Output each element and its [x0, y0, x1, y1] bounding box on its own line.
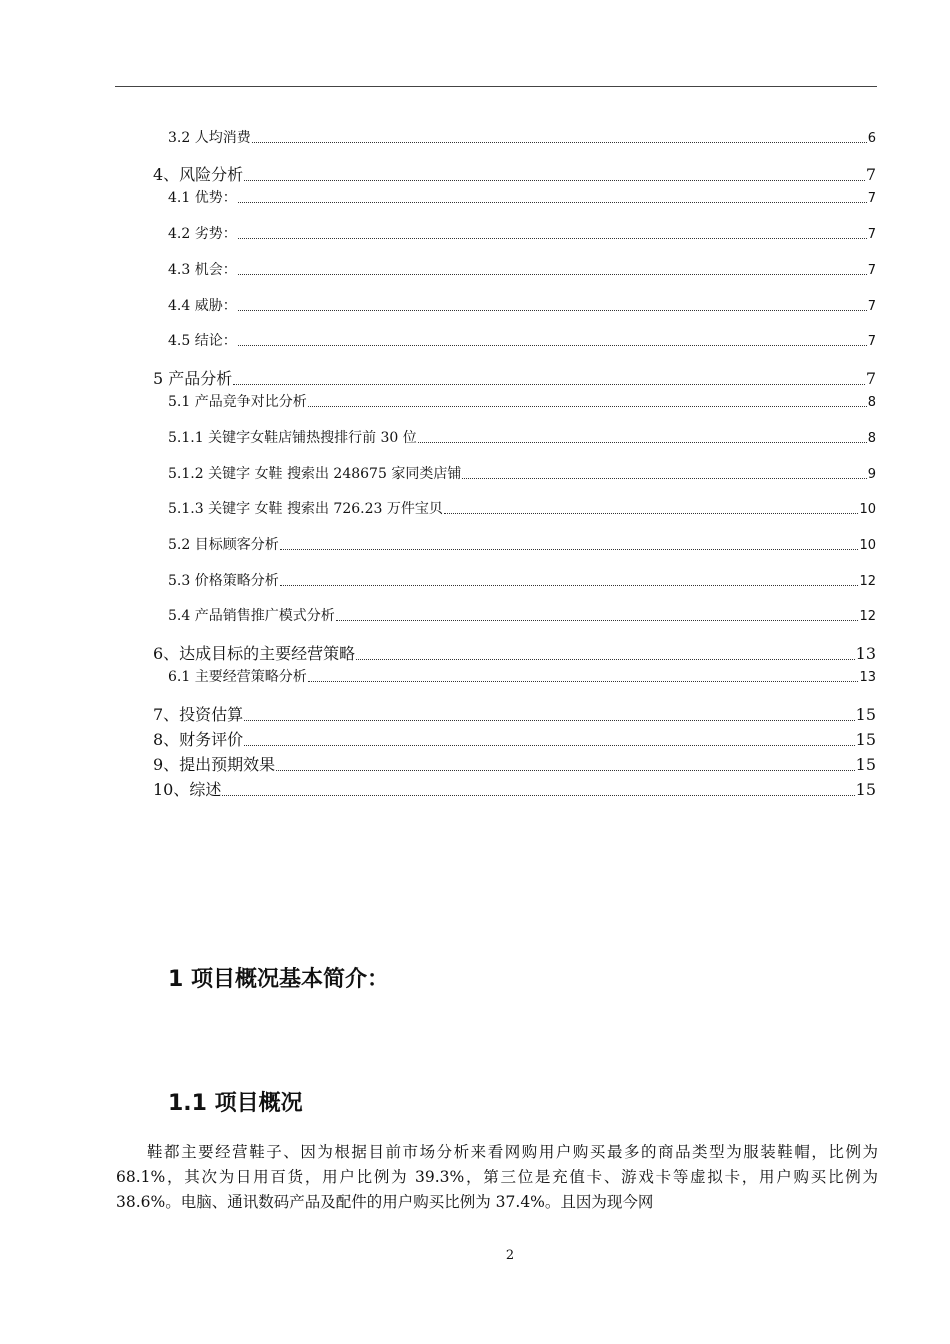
toc-entry[interactable] — [168, 330, 876, 350]
toc-leader — [238, 345, 867, 346]
toc-page: 15 — [855, 730, 876, 749]
toc-entry[interactable] — [168, 570, 876, 590]
toc-leader — [222, 795, 854, 796]
toc-leader — [356, 659, 854, 660]
toc-page: 7 — [867, 227, 876, 242]
toc-entry[interactable] — [168, 295, 876, 315]
toc-label: 5.1.1 关键字女鞋店铺热搜排行前 30 位 — [168, 430, 417, 446]
toc-page: 12 — [859, 574, 876, 589]
toc-entry[interactable] — [168, 605, 876, 625]
toc-leader — [276, 770, 854, 771]
toc-label: 4.3 机会： — [168, 262, 237, 278]
toc-page: 9 — [867, 467, 876, 482]
toc-entry[interactable] — [168, 223, 876, 243]
section-heading: 1 项目概况基本简介： — [168, 967, 389, 992]
toc-entry[interactable] — [153, 641, 876, 664]
toc-label: 4.4 威胁： — [168, 298, 237, 314]
toc-label: 4.5 结论： — [168, 333, 237, 349]
body-paragraph: 鞋都主要经营鞋子、因为根据目前市场分析来看网购用户购买最多的商品类型为服装鞋帽，比例为 68.1%，其次为日用百货，用户比例为 39.3%，第三位是充值卡、游戏卡等虚拟卡，用户购买比例为 38.6%。电脑、通讯数码产品及配件的用户购买比例为 37.4%。且因为现今网 — [116, 1143, 878, 1211]
toc-entry[interactable] — [168, 391, 876, 411]
toc-label: 5.1.3 关键字 女鞋 搜索出 726.23 万件宝贝 — [168, 501, 443, 517]
toc-label: 7、投资估算 — [153, 705, 244, 724]
toc-entry[interactable] — [168, 534, 876, 554]
toc-leader — [244, 720, 854, 721]
toc-label: 6.1 主要经营策略分析 — [168, 669, 307, 685]
toc-leader — [238, 202, 867, 203]
toc-page: 12 — [859, 609, 876, 624]
toc-leader — [336, 620, 859, 621]
toc-page: 10 — [859, 538, 876, 553]
toc-label: 4.2 劣势： — [168, 226, 237, 242]
toc-label: 5 产品分析 — [153, 369, 233, 388]
toc-label: 8、财务评价 — [153, 730, 244, 749]
toc-label: 5.1.2 关键字 女鞋 搜索出 248675 家同类店铺 — [168, 466, 462, 482]
toc-label: 4、风险分析 — [153, 165, 244, 184]
toc-leader — [308, 406, 867, 407]
toc-page: 7 — [865, 369, 876, 388]
subsection-heading: 1.1 项目概况 — [168, 1091, 303, 1116]
toc-page: 10 — [859, 502, 876, 517]
toc-page: 15 — [855, 780, 876, 799]
page-number: 2 — [505, 1248, 515, 1263]
toc-leader — [462, 478, 866, 479]
toc-label: 9、提出预期效果 — [153, 755, 276, 774]
toc-entry[interactable] — [153, 162, 876, 185]
toc-leader — [418, 442, 867, 443]
toc-leader — [308, 681, 859, 682]
toc-page: 7 — [865, 165, 876, 184]
toc-entry[interactable] — [153, 777, 876, 800]
toc-entry[interactable] — [168, 666, 876, 686]
toc-label: 10、综述 — [153, 780, 222, 799]
toc-label: 5.3 价格策略分析 — [168, 573, 279, 589]
toc-page: 7 — [867, 334, 876, 349]
toc-entry[interactable] — [168, 259, 876, 279]
toc-entry[interactable] — [153, 366, 876, 389]
header-rule — [115, 86, 877, 87]
toc-label: 6、达成目标的主要经营策略 — [153, 644, 356, 663]
toc-entry[interactable] — [153, 702, 876, 725]
toc-entry[interactable] — [168, 187, 876, 207]
toc-leader — [238, 274, 867, 275]
toc-entry[interactable] — [153, 727, 876, 750]
toc-leader — [238, 238, 867, 239]
toc-leader — [233, 384, 865, 385]
toc-label: 5.4 产品销售推广模式分析 — [168, 608, 335, 624]
toc-page: 15 — [855, 755, 876, 774]
toc-page: 7 — [867, 263, 876, 278]
toc-entry[interactable] — [168, 463, 876, 483]
toc-leader — [238, 310, 867, 311]
toc-entry[interactable] — [168, 427, 876, 447]
toc-leader — [244, 745, 854, 746]
toc-page: 7 — [867, 299, 876, 314]
toc-entry[interactable] — [168, 498, 876, 518]
toc-label: 5.2 目标顾客分析 — [168, 537, 279, 553]
toc-label: 3.2 人均消费 — [168, 130, 251, 146]
toc-page: 13 — [859, 670, 876, 685]
toc-leader — [280, 549, 859, 550]
toc-label: 5.1 产品竞争对比分析 — [168, 394, 307, 410]
toc-page: 6 — [867, 131, 876, 146]
toc-leader — [280, 585, 859, 586]
toc-leader — [444, 513, 859, 514]
toc-leader — [244, 180, 865, 181]
toc-page: 8 — [867, 395, 876, 410]
toc-page: 15 — [855, 705, 876, 724]
toc-entry[interactable] — [153, 752, 876, 775]
toc-label: 4.1 优势： — [168, 190, 237, 206]
toc-page: 7 — [867, 191, 876, 206]
toc-page: 8 — [867, 431, 876, 446]
toc-leader — [252, 142, 867, 143]
toc-entry[interactable] — [168, 127, 876, 147]
toc-page: 13 — [855, 644, 876, 663]
